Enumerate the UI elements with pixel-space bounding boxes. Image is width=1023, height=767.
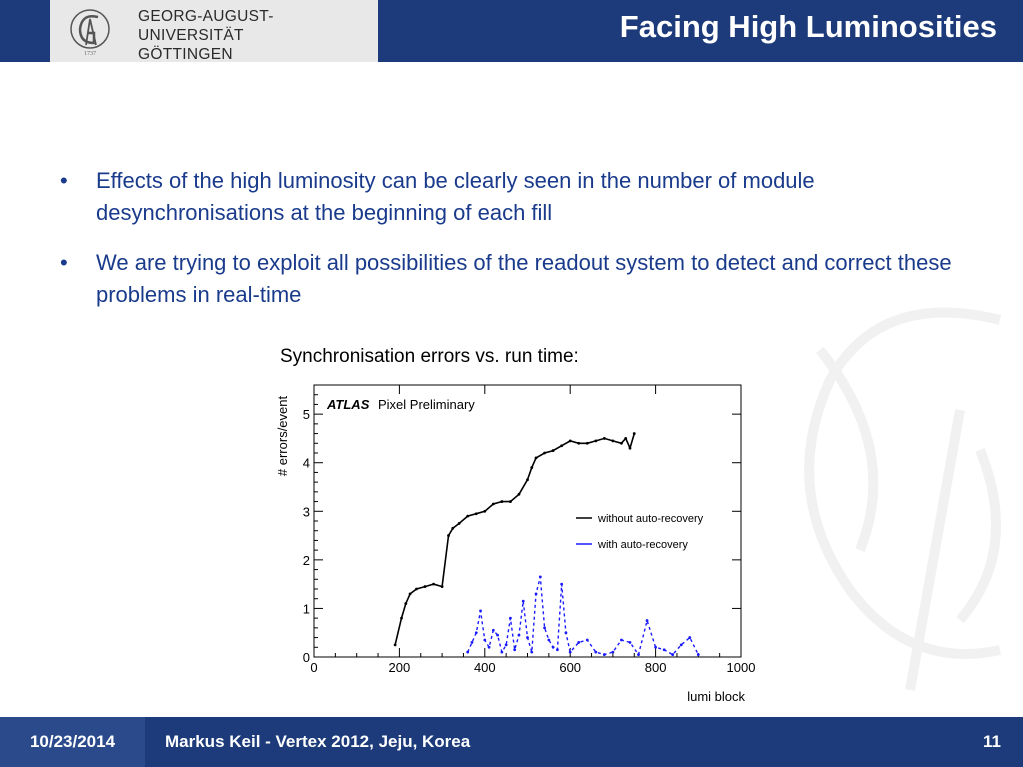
data-point bbox=[560, 583, 563, 586]
y-tick-label: 1 bbox=[302, 601, 310, 617]
data-point bbox=[400, 617, 403, 620]
university-logo bbox=[50, 0, 378, 62]
y-tick-label: 3 bbox=[302, 504, 310, 520]
data-point bbox=[496, 634, 499, 637]
data-point bbox=[620, 639, 623, 642]
data-point bbox=[612, 651, 615, 654]
chart-caption: Synchronisation errors vs. run time: bbox=[280, 346, 579, 367]
bullet-list bbox=[60, 165, 960, 329]
data-point bbox=[394, 643, 397, 646]
university-name-line2: GÖTTINGEN bbox=[138, 46, 233, 63]
data-point bbox=[530, 651, 533, 654]
data-point bbox=[688, 636, 691, 639]
y-axis-label: # errors/event bbox=[275, 395, 290, 477]
x-tick-label: 400 bbox=[473, 660, 496, 675]
legend-label: with auto-recovery bbox=[598, 539, 688, 551]
sync-errors-chart bbox=[270, 378, 765, 714]
bullet-item bbox=[60, 165, 960, 229]
university-name bbox=[138, 7, 378, 64]
data-point bbox=[663, 648, 666, 651]
data-point bbox=[577, 641, 580, 644]
data-point bbox=[543, 626, 546, 629]
data-point bbox=[637, 653, 640, 656]
y-tick-label: 4 bbox=[302, 455, 310, 471]
data-point bbox=[569, 439, 572, 442]
data-point bbox=[526, 636, 529, 639]
university-seal-icon bbox=[68, 5, 112, 57]
data-point bbox=[513, 648, 516, 651]
header-bar bbox=[0, 0, 1023, 62]
legend-label: without auto-recovery bbox=[598, 513, 704, 525]
atlas-label: ATLAS bbox=[327, 397, 370, 412]
data-point bbox=[479, 609, 482, 612]
data-point bbox=[633, 432, 636, 435]
data-point bbox=[447, 534, 450, 537]
data-point bbox=[594, 651, 597, 654]
data-point bbox=[451, 527, 454, 530]
data-point bbox=[603, 653, 606, 656]
data-point bbox=[505, 643, 508, 646]
data-point bbox=[629, 447, 632, 450]
data-point bbox=[432, 583, 435, 586]
data-point bbox=[586, 639, 589, 642]
data-point bbox=[577, 442, 580, 445]
data-point bbox=[671, 653, 674, 656]
data-point bbox=[409, 592, 412, 595]
data-point bbox=[518, 634, 521, 637]
data-point bbox=[556, 648, 559, 651]
data-point bbox=[586, 442, 589, 445]
slide-title: Facing High Luminosities bbox=[619, 9, 997, 44]
footer-author: Markus Keil - Vertex 2012, Jeju, Korea bbox=[165, 732, 471, 751]
x-axis-label: lumi block bbox=[687, 689, 745, 704]
data-point bbox=[522, 600, 525, 603]
x-tick-label: 800 bbox=[644, 660, 667, 675]
y-tick-label: 0 bbox=[302, 650, 310, 665]
data-point bbox=[509, 617, 512, 620]
data-point bbox=[539, 575, 542, 578]
data-point bbox=[603, 437, 606, 440]
university-name-line1: GEORG-AUGUST-UNIVERSITÄT bbox=[138, 8, 274, 44]
data-point bbox=[547, 639, 550, 642]
x-tick-label: 0 bbox=[310, 660, 318, 675]
data-point bbox=[612, 439, 615, 442]
footer-bar bbox=[0, 717, 1023, 767]
data-point bbox=[475, 512, 478, 515]
x-tick-label: 1000 bbox=[726, 660, 756, 675]
seal-watermark bbox=[760, 290, 1023, 710]
data-point bbox=[646, 619, 649, 622]
data-point bbox=[471, 641, 474, 644]
data-point bbox=[500, 500, 503, 503]
data-point bbox=[565, 631, 568, 634]
data-point bbox=[415, 588, 418, 591]
data-point bbox=[404, 602, 407, 605]
data-point bbox=[530, 466, 533, 469]
data-point bbox=[680, 643, 683, 646]
data-point bbox=[483, 639, 486, 642]
data-point bbox=[552, 646, 555, 649]
data-point bbox=[620, 442, 623, 445]
footer-date: 10/23/2014 bbox=[0, 717, 145, 767]
data-point bbox=[629, 641, 632, 644]
data-point bbox=[509, 500, 512, 503]
data-point bbox=[654, 646, 657, 649]
page-number: 11 bbox=[983, 732, 1001, 751]
data-point bbox=[560, 444, 563, 447]
data-point bbox=[697, 653, 700, 656]
bullet-item bbox=[60, 247, 960, 311]
data-point bbox=[466, 651, 469, 654]
data-point bbox=[424, 585, 427, 588]
data-point bbox=[526, 478, 529, 481]
data-point bbox=[624, 437, 627, 440]
data-point bbox=[518, 493, 521, 496]
y-tick-label: 2 bbox=[302, 552, 310, 568]
data-point bbox=[492, 503, 495, 506]
data-point bbox=[535, 592, 538, 595]
data-point bbox=[594, 439, 597, 442]
bullet-symbol: • bbox=[60, 250, 68, 275]
bullet-text: Effects of the high luminosity can be clearly seen in the number of module desynchronisations at the beginning of each fill bbox=[96, 168, 815, 225]
bullet-symbol: • bbox=[60, 168, 68, 193]
data-point bbox=[492, 629, 495, 632]
data-point bbox=[543, 452, 546, 455]
y-tick-label: 5 bbox=[302, 407, 310, 423]
data-point bbox=[458, 522, 461, 525]
data-point bbox=[535, 456, 538, 459]
pixel-preliminary-label: Pixel Preliminary bbox=[378, 397, 475, 412]
data-point bbox=[441, 585, 444, 588]
data-point bbox=[552, 449, 555, 452]
data-point bbox=[500, 651, 503, 654]
data-point bbox=[488, 646, 491, 649]
bullet-text: We are trying to exploit all possibilities of the readout system to detect and correct these problems in real-time bbox=[96, 250, 952, 307]
x-tick-label: 200 bbox=[388, 660, 411, 675]
data-point bbox=[466, 515, 469, 518]
data-point bbox=[483, 510, 486, 513]
data-point bbox=[569, 651, 572, 654]
svg-text:1737: 1737 bbox=[84, 51, 96, 57]
data-point bbox=[475, 631, 478, 634]
x-tick-label: 600 bbox=[559, 660, 582, 675]
